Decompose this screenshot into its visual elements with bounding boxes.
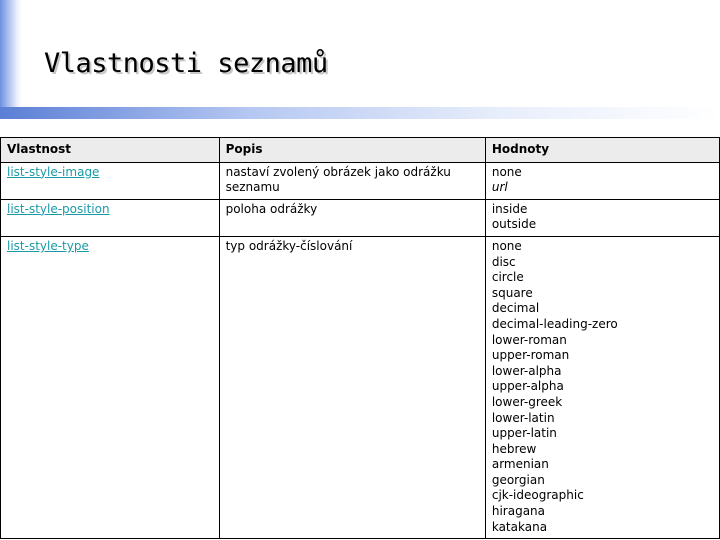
- value-item: lower-latin: [491, 410, 555, 425]
- value-item: upper-alpha: [491, 379, 564, 394]
- property-cell: [1, 236, 220, 538]
- value-item: none: [491, 238, 522, 253]
- value-item: lower-alpha: [491, 363, 562, 378]
- values-cell: [485, 236, 719, 538]
- header-property: Vlastnost: [1, 138, 220, 163]
- title-underline-bar: [0, 107, 720, 119]
- value-item: cjk-ideographic: [491, 488, 584, 503]
- value-item: georgian: [491, 472, 545, 487]
- value-item: upper-roman: [491, 348, 570, 363]
- property-link-list-style-image[interactable]: list-style-image: [7, 164, 100, 179]
- header-description: Popis: [219, 138, 485, 163]
- property-cell: [1, 162, 220, 199]
- value-item: hebrew: [491, 441, 537, 456]
- table-header-row: [1, 138, 720, 163]
- value-item: outside: [491, 217, 537, 232]
- value-item: inside: [491, 201, 528, 216]
- value-item: upper-latin: [491, 426, 557, 441]
- header-values: Hodnoty: [485, 138, 719, 163]
- left-accent-bar: [0, 0, 22, 118]
- property-link-list-style-position[interactable]: list-style-position: [7, 201, 110, 216]
- slide-title: Vlastnosti seznamů: [44, 48, 328, 79]
- values-cell: [485, 162, 719, 199]
- value-item: square: [491, 285, 533, 300]
- property-cell: [1, 199, 220, 236]
- value-item: disc: [491, 254, 516, 269]
- value-item: url: [491, 180, 508, 195]
- value-item: decimal-leading-zero: [491, 316, 618, 331]
- value-item: hiragana: [491, 504, 545, 519]
- value-item: decimal: [491, 301, 540, 316]
- table-row: [1, 236, 720, 538]
- table-row: [1, 199, 720, 236]
- description-cell: typ odrážky-číslování: [219, 236, 485, 538]
- value-item: none: [491, 164, 522, 179]
- list-properties-table: [0, 137, 720, 539]
- value-item: armenian: [491, 457, 549, 472]
- description-cell: poloha odrážky: [219, 199, 485, 236]
- value-item: circle: [491, 270, 524, 285]
- description-cell: nastaví zvolený obrázek jako odrážku seznamu: [219, 162, 485, 199]
- property-link-list-style-type[interactable]: list-style-type: [7, 238, 89, 253]
- value-item: lower-roman: [491, 332, 567, 347]
- value-item: lower-greek: [491, 394, 563, 409]
- table-row: [1, 162, 720, 199]
- value-item: katakana: [491, 519, 548, 534]
- values-cell: [485, 199, 719, 236]
